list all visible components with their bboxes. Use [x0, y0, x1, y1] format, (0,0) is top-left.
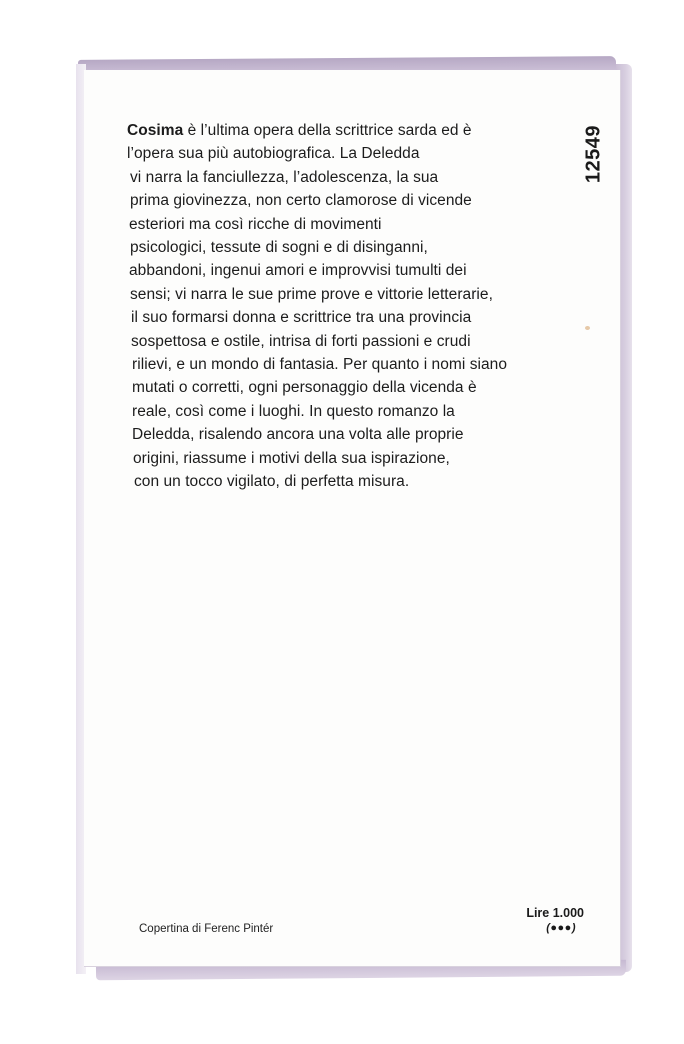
blurb-line-8: sensi; vi narra le sue prime prove e vittorie letterarie,	[130, 285, 493, 303]
blurb-line-6: psicologici, tessute di sogni e di disinganni,	[130, 239, 428, 257]
blurb-line-1-text: è l’ultima opera della scrittrice sarda ed è	[183, 122, 472, 139]
blurb-line-3: vi narra la fanciullezza, l’adolescenza, la sua	[130, 168, 439, 186]
blurb-line-9: il suo formarsi donna e scrittrice tra una provincia	[131, 309, 472, 327]
blurb-line-2: l’opera sua più autobiografica. La Deledda	[127, 145, 420, 163]
blurb-line-5: esteriori ma così ricche di movimenti	[129, 215, 382, 233]
blurb-line-12: mutati o corretti, ogni personaggio della vicenda è	[132, 379, 477, 397]
blurb-text	[127, 119, 597, 494]
blurb-line-1	[127, 119, 597, 142]
blurb-line-14: Deledda, risalendo ancora una volta alle proprie	[132, 426, 464, 444]
price: Lire 1.000	[526, 906, 584, 920]
catalog-number: 12549	[582, 124, 605, 184]
blurb-line-16: con un tocco vigilato, di perfetta misura.	[134, 473, 410, 491]
blurb-line-10: sospettosa e ostile, intrisa di forti passioni e crudi	[131, 332, 471, 350]
blurb-line-4: prima giovinezza, non certo clamorose di vicende	[130, 192, 472, 210]
blurb-line-11: rilievi, e un mondo di fantasia. Per quanto i nomi siano	[132, 356, 508, 374]
blurb-line-13: reale, così come i luoghi. In questo romanzo la	[132, 402, 455, 420]
blurb-title-word: Cosima	[127, 122, 184, 139]
cover-credit: Copertina di Ferenc Pintér	[139, 923, 274, 935]
blurb-line-15: origini, riassume i motivi della sua ispirazione,	[133, 449, 450, 467]
price-code: (●●●)	[546, 922, 576, 934]
blurb-line-7: abbandoni, ingenui amori e improvvisi tumulti dei	[129, 262, 467, 280]
